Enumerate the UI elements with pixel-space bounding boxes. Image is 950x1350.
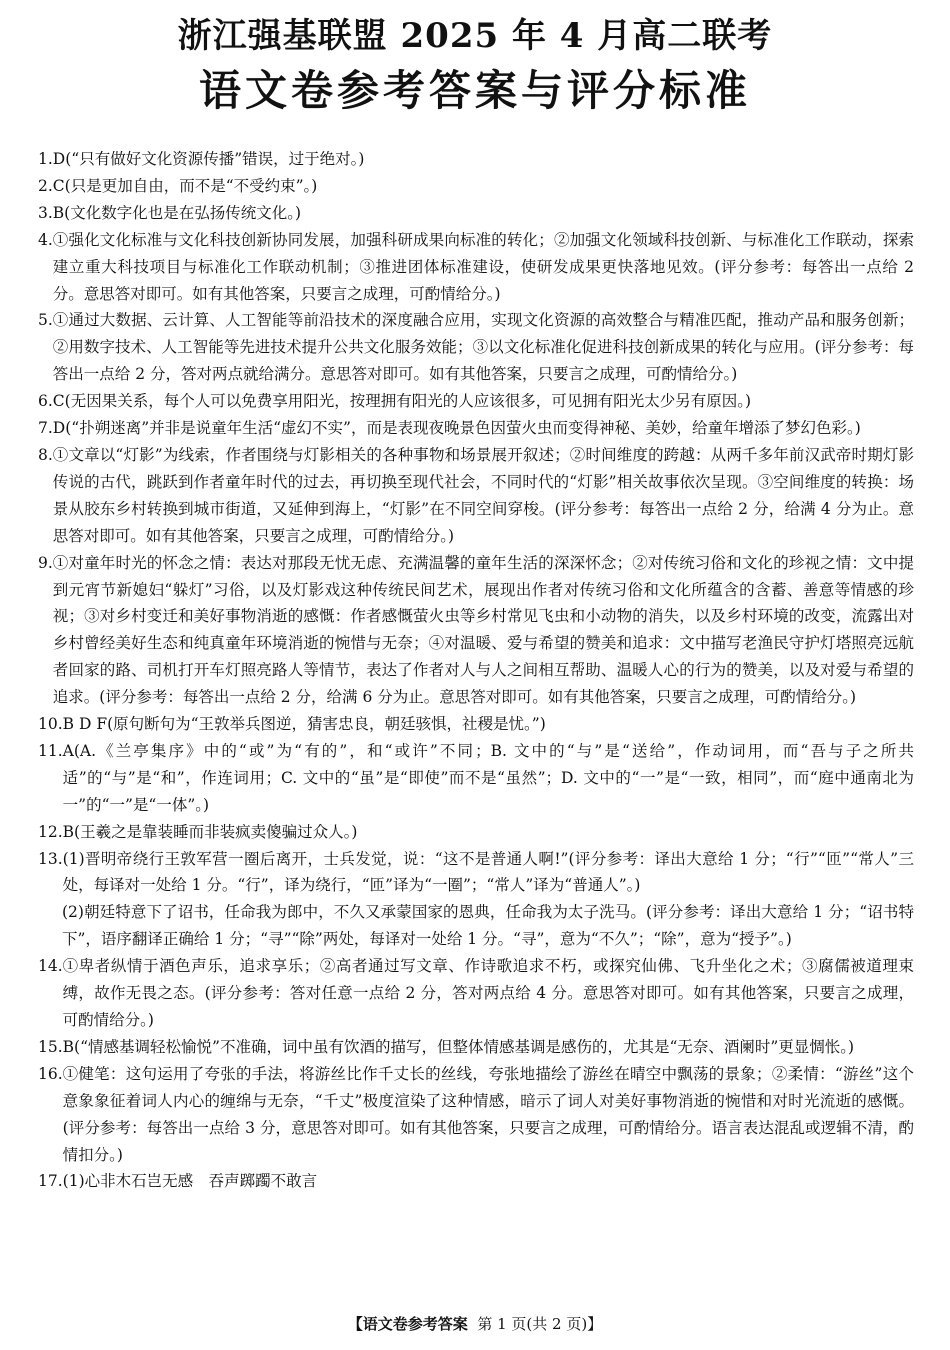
- answer-text: C(无因果关系，每个人可以免费享用阳光，按理拥有阳光的人应该很多，可见拥有阳光太少另有原因。): [52, 392, 752, 411]
- answer-number: 10.: [38, 715, 63, 734]
- answer-text: ①文章以“灯影”为线索，作者围绕与灯影相关的各种事物和场景展开叙述；②时间维度的跨越：从两千多年前汉武帝时期灯影传说的古代，跳跃到作者童年时代的过去，再切换至现代社会，不同时代的“灯影”相关故事依次呈现。③空间维度的转换：场景从胶东乡村转换到城市街道，又延伸到海上，“灯影”在不同空间穿梭。(评分参考：每答出一点给 2 分，给满 4 分为止。意思答对即可。如有其他答案，只要言之成理，可酌情给分。): [52, 445, 914, 545]
- answer-number: 17.: [38, 1172, 63, 1191]
- answer-number: 11.: [38, 741, 63, 760]
- answer-list: [38, 146, 914, 1195]
- answer-item-4: [38, 227, 914, 308]
- answer-number: 6.: [38, 392, 53, 411]
- answer-number: 3.: [38, 203, 53, 222]
- page-title-line1: 浙江强基联盟 2025 年 4 月高二联考: [177, 16, 773, 56]
- answer-number: 8.: [38, 445, 53, 464]
- answer-text: (1)心非木石岂无感 吞声踯躅不敢言: [62, 1172, 318, 1191]
- answer-number: 4.: [38, 230, 53, 249]
- answer-text: ①卑者纵情于酒色声乐，追求享乐；②高者通过写文章、作诗歌追求不朽，或探究仙佛、飞升坐化之术；③腐儒被道理束缚，故作无畏之态。(评分参考：答对任意一点给 2 分，答对两点给 4 分。意思答对即可。如有其他答案，只要言之成理，可酌情给分。): [62, 957, 914, 1029]
- answer-item-1: [38, 146, 914, 173]
- page-footer: [0, 1313, 950, 1335]
- answer-text: (1)晋明帝绕行王敦军营一圈后离开，士兵发觉，说：“这不是普通人啊!”(评分参考：译出大意给 1 分；“行”“匝”“常人”三处，每译对一处给 1 分。“行”，译为绕行，“匝”译为“一圈”；“常人”译为“普通人”。): [62, 849, 914, 895]
- answer-number: 7.: [38, 419, 53, 438]
- answer-item-7: [38, 415, 914, 442]
- answer-item-11: [38, 738, 914, 819]
- answer-number: 16.: [38, 1064, 63, 1083]
- answer-text: B(“情感基调轻松愉悦”不准确，词中虽有饮酒的描写，但整体情感基调是感伤的，尤其是“无奈、酒阑时”更显惆怅。): [62, 1037, 855, 1056]
- answer-text: ①通过大数据、云计算、人工智能等前沿技术的深度融合应用，实现文化资源的高效整合与精准匹配，推动产品和服务创新；②用数字技术、人工智能等先进技术提升公共文化服务效能；③以文化标准化促进科技创新成果的转化与应用。(评分参考：每答出一点给 2 分，答对两点就给满分。意思答对即可。如有其他答案，只要言之成理，可酌情给分。): [52, 311, 914, 384]
- answer-text: D(“扑朔迷离”并非是说童年生活“虚幻不实”，而是表现夜晚景色因萤火虫而变得神秘、美妙，给童年增添了梦幻色彩。): [52, 419, 861, 438]
- answer-item-13-part2: (2)朝廷特意下了诏书，任命我为郎中，不久又承蒙国家的恩典，任命我为太子洗马。(评分参考：译出大意给 1 分；“诏书特下”，语序翻译正确给 1 分；“寻”“除”两处，每译对一处给 1 分。“寻”，意为“不久”；“除”，意为“授予”。): [62, 903, 914, 949]
- answer-item-14: [38, 953, 914, 1034]
- answer-item-9: [38, 550, 914, 711]
- answer-item-5: [38, 307, 914, 388]
- footer-page-number: 第 1 页(共 2 页)】: [477, 1315, 603, 1333]
- answer-text: D(“只有做好文化资源传播”错误，过于绝对。): [52, 150, 365, 168]
- answer-text: ①健笔：这句运用了夸张的手法，将游丝比作千丈长的丝线，夸张地描绘了游丝在晴空中飘荡的景象；②柔情：“游丝”这个意象象征着词人内心的缠绵与无奈，“千丈”极度渲染了这种情感，暗示了词人对美好事物消逝的惋惜和对时光流逝的感慨。(评分参考：每答出一点给 3 分，意思答对即可。如有其他答案，只要言之成理，可酌情给分。语言表达混乱或逻辑不清，酌情扣分。): [62, 1064, 914, 1164]
- answer-number: 12.: [38, 822, 63, 841]
- answer-number: 9.: [38, 553, 53, 572]
- answer-text: C(只是更加自由，而不是“不受约束”。): [52, 176, 318, 195]
- answer-number: 1.: [38, 150, 53, 168]
- answer-number: 13.: [38, 849, 63, 868]
- answer-item-8: [38, 442, 914, 550]
- answer-text: B D F(原句断句为“王敦举兵图逆，猜害忠良，朝廷骇惧，社稷是忧。”): [62, 715, 546, 734]
- answer-item-10: [38, 711, 914, 738]
- answer-item-6: [38, 388, 914, 415]
- answer-item-15: [38, 1034, 914, 1061]
- page-title-line2: 语文卷参考答案与评分标准: [198, 66, 751, 115]
- answer-number: 14.: [38, 957, 63, 976]
- footer-label: 【语文卷参考答案: [347, 1315, 468, 1333]
- answer-text: ①强化文化标准与文化科技创新协同发展，加强科研成果向标准的转化；②加强文化领域科技创新、与标准化工作联动，探索建立重大科技项目与标准化工作联动机制；③推进团体标准建设，使研发成果更快落地见效。(评分参考：每答出一点给 2 分。意思答对即可。如有其他答案，只要言之成理，可酌情给分。): [52, 230, 914, 303]
- answer-item-12: [38, 819, 914, 846]
- answer-number: 5.: [38, 311, 53, 330]
- answer-text: A(A.《兰亭集序》中的“或”为“有的”，和“或许”不同；B. 文中的“与”是“送给”，作动词用，而“吾与子之所共适”的“与”是“和”，作连词用；C. 文中的“虽”是“即使”而不是“虽然”；D. 文中的“一”是“一致，相同”，而“庭中通南北为一”的“一”是“一体”。): [62, 741, 914, 814]
- answer-number: 15.: [38, 1037, 63, 1056]
- answer-item-17: [38, 1168, 914, 1195]
- answer-number: 2.: [38, 176, 53, 195]
- answer-item-13: [38, 846, 914, 900]
- answer-item-2: [38, 173, 914, 200]
- answer-text: ①对童年时光的怀念之情：表达对那段无忧无虑、充满温馨的童年生活的深深怀念；②对传统习俗和文化的珍视之情：文中提到元宵节新媳妇“躲灯”习俗，以及灯影戏这种传统民间艺术，展现出作者对传统习俗和文化所蕴含的含蓄、善意等情感的珍视；③对乡村变迁和美好事物消逝的感慨：作者感慨萤火虫等乡村常见飞虫和小动物的消失，以及乡村环境的改变，流露出对乡村曾经美好生态和纯真童年环境消逝的惋惜与无奈；④对温暖、爱与希望的赞美和追求：文中描写老渔民守护灯塔照亮远航者回家的路、司机打开车灯照亮路人等情节，表达了作者对人与人之间相互帮助、温暖人心的行为的赞美，以及对爱与希望的追求。(评分参考：每答出一点给 2 分，给满 6 分为止。意思答对即可。如有其他答案，只要言之成理，可酌情给分。): [52, 553, 914, 707]
- answer-item-3: [38, 200, 914, 227]
- answer-text: B(王羲之是靠装睡而非装疯卖傻骗过众人。): [62, 822, 358, 841]
- answer-text: B(文化数字化也是在弘扬传统文化。): [52, 203, 302, 222]
- answer-item-16: [38, 1061, 914, 1169]
